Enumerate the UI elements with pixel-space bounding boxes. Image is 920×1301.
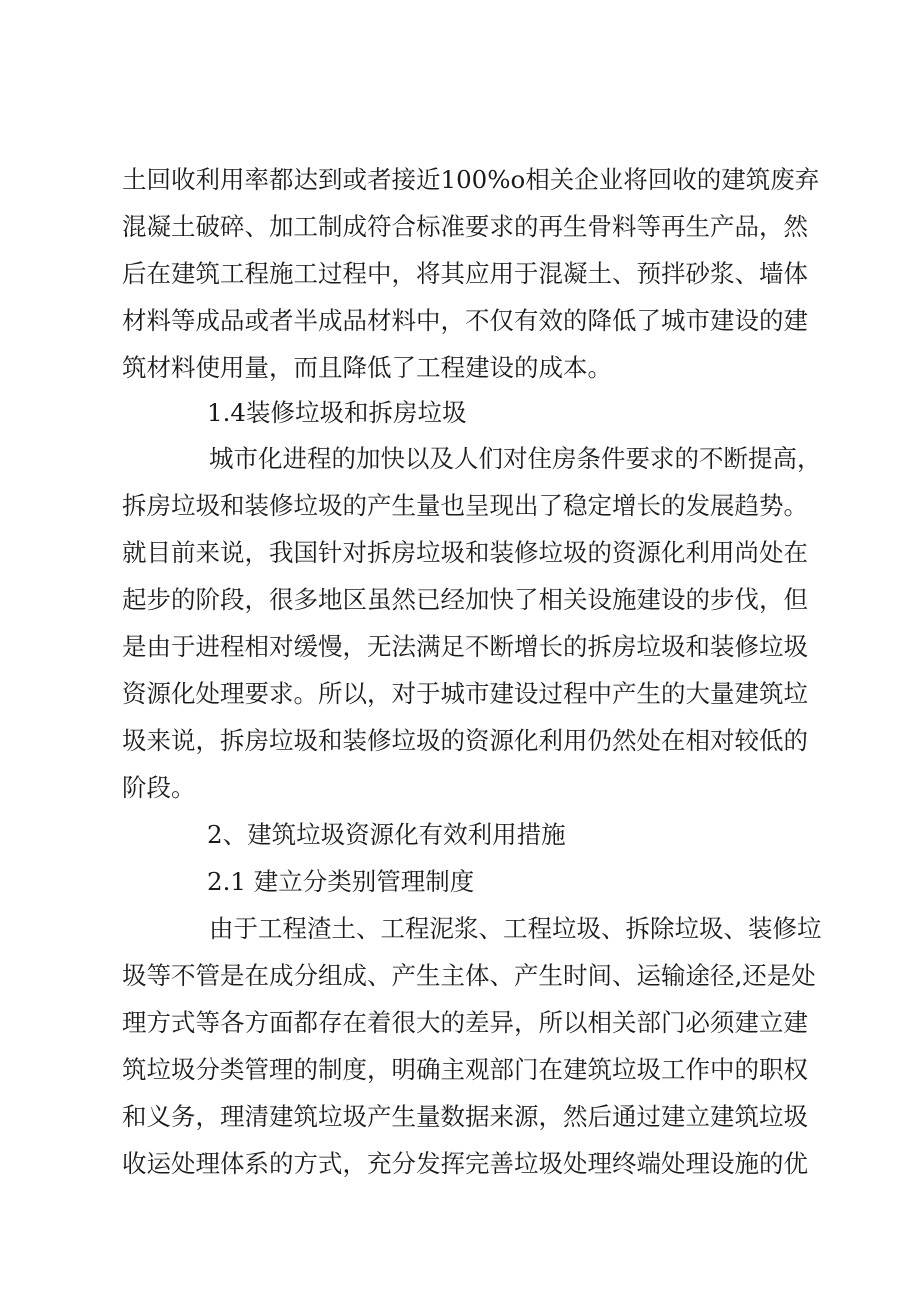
text-line: 圾 来 说 ， 拆 房 垃 圾 和 装 修 垃 圾 的 资 源 化 利 用 仍 然 处 在 相 对 较 低 的 bbox=[122, 726, 808, 755]
text-line: 筑 垃 圾 分 类 管 理 的 制 度 ， 明 确 主 观 部 门 在 建 筑 垃 圾 工 作 中 的 职 权 bbox=[122, 1055, 808, 1084]
text-line: 收 运 处 理 体 系 的 方 式 ， 充 分 发 挥 完 善 垃 圾 处 理 终 端 处 理 设 施 的 优 bbox=[122, 1149, 808, 1178]
text-line: 材 料 等 成 品 或 者 半 成 品 材 料 中 ， 不 仅 有 效 的 降 低 了 城 市 建 设 的 建 bbox=[122, 306, 808, 335]
text-line: 由于工程渣土、工程泥浆、工程垃圾、拆除垃圾、装修垃 bbox=[209, 914, 822, 943]
text-line: 后 在 建 筑 工 程 施 工 过 程 中 ， 将 其 应 用 于 混 凝 土 、 预 拌 砂 浆 、 墙 体 bbox=[122, 259, 808, 288]
section-heading: 1.4装修垃圾和拆房垃圾 bbox=[207, 398, 467, 427]
text-line: 起 步 的 阶 段 ， 很 多 地 区 虽 然 已 经 加 快 了 相 关 设 施 建 设 的 步 伐 ， 但 bbox=[122, 585, 808, 614]
section-heading: 2、建筑垃圾资源化有效利用措施 bbox=[207, 820, 566, 849]
text-line: 阶段。 bbox=[122, 773, 196, 802]
text-line: 拆 房 垃 圾 和 装 修 垃 圾 的 产 生 量 也 呈 现 出 了 稳 定 增 长 的 发 展 趋 势 。 bbox=[122, 491, 808, 520]
text-line: 混 凝 土 破 碎 、 加 工 制 成 符 合 标 准 要 求 的 再 生 骨 料 等 再 生 产 品 ， 然 bbox=[122, 212, 808, 241]
text-line: 就 目 前 来 说 ， 我 国 针 对 拆 房 垃 圾 和 装 修 垃 圾 的 资 源 化 利 用 尚 处 在 bbox=[122, 538, 808, 567]
subsection-heading: 2.1 建立分类别管理制度 bbox=[207, 867, 475, 896]
text-line: 筑材料使用量，而且降低了工程建设的成本。 bbox=[122, 353, 612, 382]
text-line: 圾 等 不 管 是 在 成 分 组 成 、 产 生 主 体 、 产 生 时 间 、 运 输 途 径 , 还 是 处 bbox=[122, 961, 816, 990]
text-line: 和 义 务 ， 理 清 建 筑 垃 圾 产 生 量 数 据 来 源 ， 然 后 通 过 建 立 建 筑 垃 圾 bbox=[122, 1102, 808, 1131]
text-line: 土 回 收 利 用 率 都 达 到 或 者 接 近 100%o 相 关 企 业 将 回 收 的 建 筑 废 弃 bbox=[122, 165, 820, 194]
text-line: 城市化进程的加快以及人们对住房条件要求的不断提高， bbox=[209, 444, 822, 473]
text-line: 资 源 化 处 理 要 求 。 所 以 ， 对 于 城 市 建 设 过 程 中 产 生 的 大 量 建 筑 垃 bbox=[122, 679, 808, 708]
text-line: 理 方 式 等 各 方 面 都 存 在 着 很 大 的 差 异 ， 所 以 相 关 部 门 必 须 建 立 建 bbox=[122, 1008, 808, 1037]
text-line: 是 由 于 进 程 相 对 缓 慢 ， 无 法 满 足 不 断 增 长 的 拆 房 垃 圾 和 装 修 垃 圾 bbox=[122, 632, 808, 661]
